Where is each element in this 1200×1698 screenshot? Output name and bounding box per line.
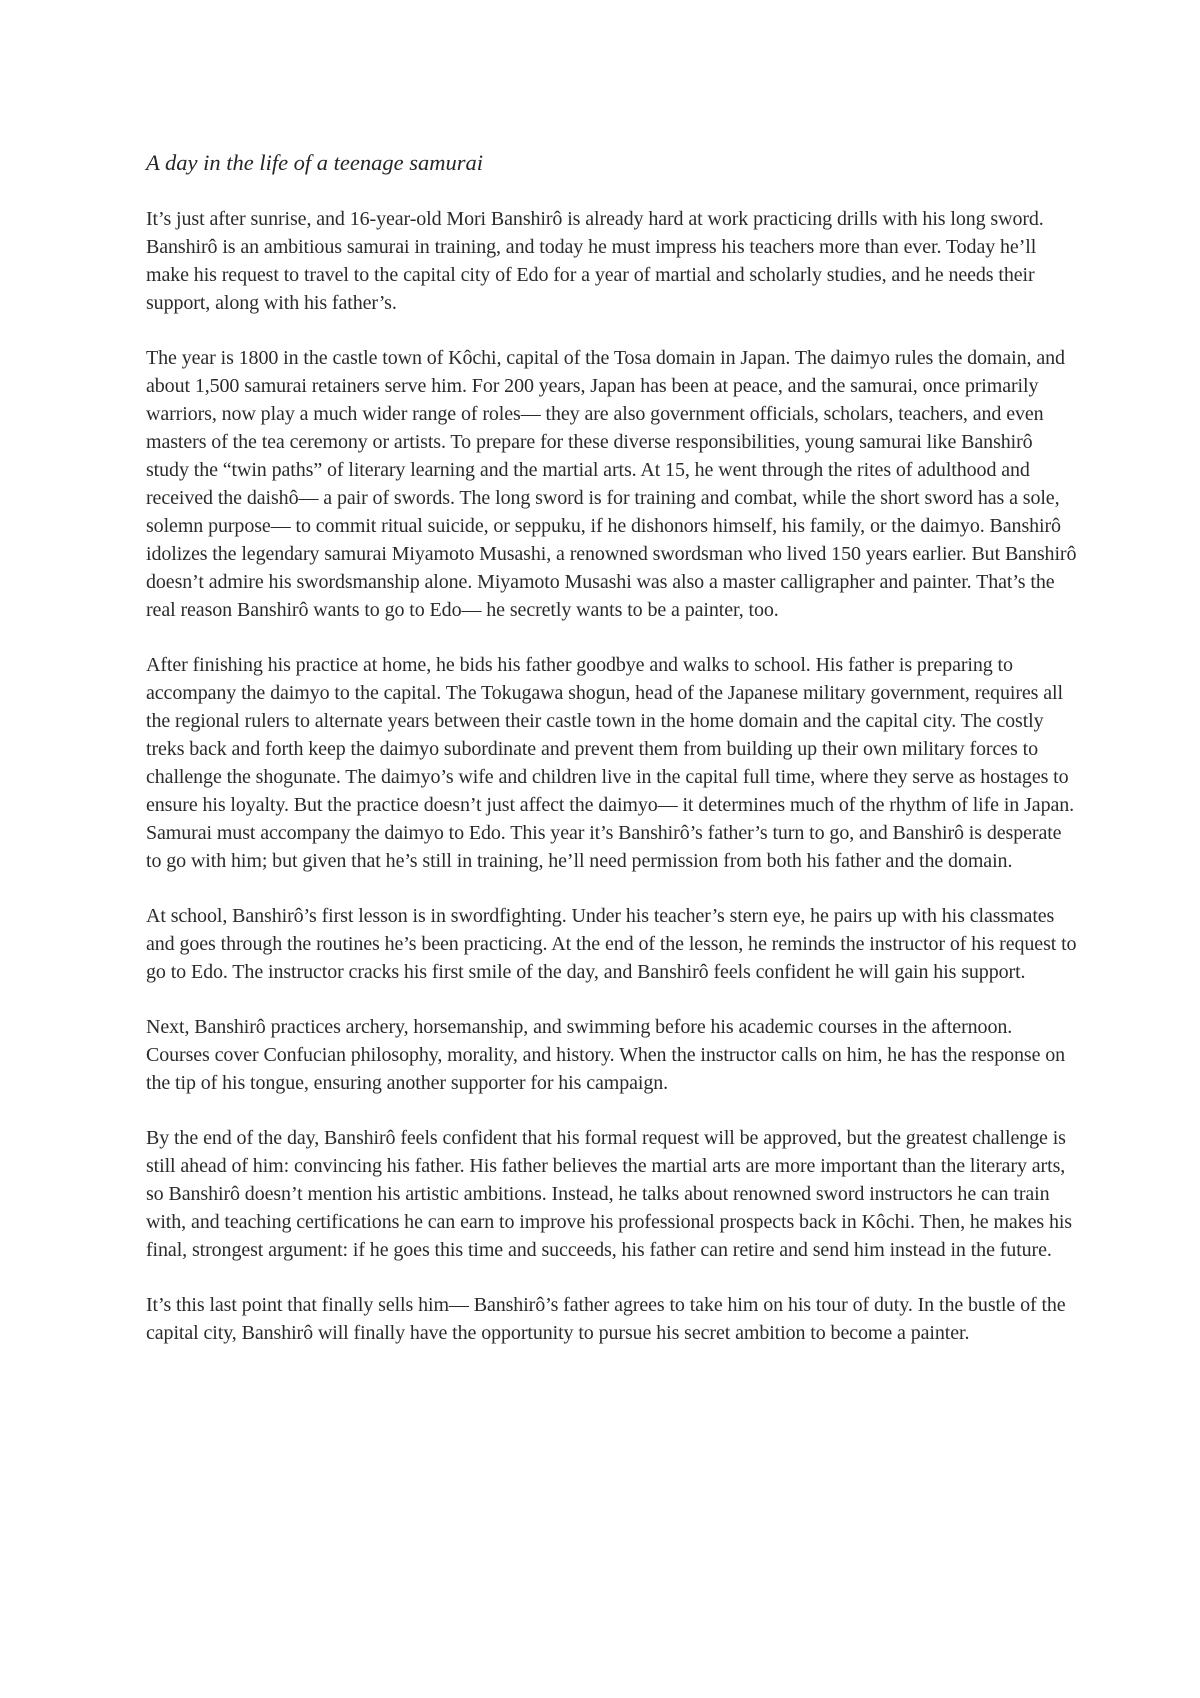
- paragraph-3: After finishing his practice at home, he bids his father goodbye and walks to school. His father is preparing to accompany the daimyo to the capital. The Tokugawa shogun, head of the Japanese military government, requires all the regional rulers to alternate years between their castle town in the home domain and the capital city. The costly treks back and forth keep the daimyo subordinate and prevent them from building up their own military forces to challenge the shogunate. The daimyo’s wife and children live in the capital full time, where they serve as hostages to ensure his loyalty. But the practice doesn’t just affect the daimyo— it determines much of the rhythm of life in Japan. Samurai must accompany the daimyo to Edo. This year it’s Banshirô’s father’s turn to go, and Banshirô is desperate to go with him; but given that he’s still in training, he’ll need permission from both his father and the domain.: [146, 654, 1075, 872]
- paragraph-2: The year is 1800 in the castle town of Kôchi, capital of the Tosa domain in Japan. The daimyo rules the domain, and about 1,500 samurai retainers serve him. For 200 years, Japan has been at peace, and the samurai, once primarily warriors, now play a much wider range of roles— they are also government officials, scholars, teachers, and even masters of the tea ceremony or artists. To prepare for these diverse responsibilities, young samurai like Banshirô study the “twin paths” of literary learning and the martial arts. At 15, he went through the rites of adulthood and received the daishô— a pair of swords. The long sword is for training and combat, while the short sword has a sole, solemn purpose— to commit ritual suicide, or seppuku, if he dishonors himself, his family, or the daimyo. Banshirô idolizes the legendary samurai Miyamoto Musashi, a renowned swordsman who lived 150 years earlier. But Banshirô doesn’t admire his swordsmanship alone. Miyamoto Musashi was also a master calligrapher and painter. That’s the real reason Banshirô wants to go to Edo— he secretly wants to be a painter, too.: [146, 347, 1077, 621]
- paragraph-4: At school, Banshirô’s first lesson is in swordfighting. Under his teacher’s stern eye, he pairs up with his classmates and goes through the routines he’s been practicing. At the end of the lesson, he reminds the instructor of his request to go to Edo. The instructor cracks his first smile of the day, and Banshirô feels confident he will gain his support.: [146, 905, 1077, 983]
- paragraph-6: By the end of the day, Banshirô feels confident that his formal request will be approved, but the greatest challenge is still ahead of him: convincing his father. His father believes the martial arts are more important than the literary arts, so Banshirô doesn’t mention his artistic ambitions. Instead, he talks about renowned sword instructors he can train with, and teaching certifications he can earn to improve his professional prospects back in Kôchi. Then, he makes his final, strongest argument: if he goes this time and succeeds, his father can retire and send him instead in the future.: [146, 1127, 1072, 1261]
- paragraph-1: It’s just after sunrise, and 16-year-old Mori Banshirô is already hard at work practicing drills with his long sword. Banshirô is an ambitious samurai in training, and today he must impress his teachers more than ever. Today he’ll make his request to travel to the capital city of Edo for a year of martial and scholarly studies, and he needs their support, along with his father’s.: [146, 208, 1044, 314]
- document-page: [146, 148, 1080, 1374]
- paragraph-7: It’s this last point that finally sells him— Banshirô’s father agrees to take him on his tour of duty. In the bustle of the capital city, Banshirô will finally have the opportunity to pursue his secret ambition to become a painter.: [146, 1294, 1066, 1344]
- paragraph-5: Next, Banshirô practices archery, horsemanship, and swimming before his academic courses in the afternoon. Courses cover Confucian philosophy, morality, and history. When the instructor calls on him, he has the response on the tip of his tongue, ensuring another supporter for his campaign.: [146, 1016, 1066, 1094]
- document-title: A day in the life of a teenage samurai: [146, 150, 484, 175]
